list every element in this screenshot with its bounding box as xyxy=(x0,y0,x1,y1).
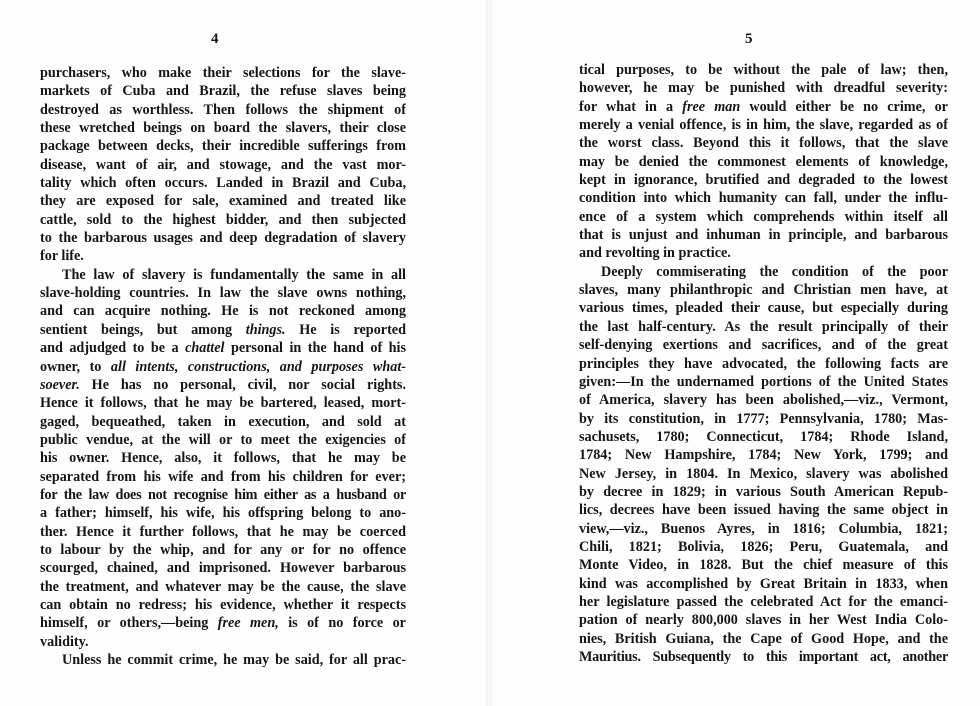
line-text: to the barbarous usages and deep degradation of slavery xyxy=(40,230,406,247)
text-line xyxy=(579,153,948,171)
text-line xyxy=(40,504,406,522)
text-line xyxy=(40,137,406,155)
text-line xyxy=(579,520,948,538)
text-line xyxy=(579,226,948,244)
line-text: of America, slavery has been abolished,—viz., Vermont, xyxy=(579,392,948,409)
line-text: public vendue, at the will or to meet the exigencies of xyxy=(40,431,406,448)
text-line xyxy=(40,266,406,284)
line-text: can obtain no redress; his evidence, whether it respects xyxy=(40,596,406,613)
line-text: Deeply commiserating the condition of the poor xyxy=(601,263,948,280)
line-text: New Jersey, in 1804. In Mexico, slavery was abolished xyxy=(579,465,948,482)
left-page xyxy=(0,0,486,706)
text-line xyxy=(40,413,406,431)
line-text: self-denying exertions and sacrifices, and of the great xyxy=(579,337,948,354)
text-line xyxy=(579,465,948,483)
line-text: ence of a system which comprehends within itself all xyxy=(579,208,948,225)
text-line xyxy=(40,247,406,265)
line-text: for the law does not recognise him either as a husband or xyxy=(40,486,406,503)
line-text: sentient beings, but among xyxy=(40,321,246,338)
text-line xyxy=(579,134,948,152)
text-line xyxy=(579,428,948,446)
line-text: Unless he commit crime, he may be said, for all prac- xyxy=(62,652,406,668)
line-text: by decree in 1829; in various South American Repub- xyxy=(579,483,948,500)
text-line xyxy=(40,651,406,669)
text-line xyxy=(40,156,406,174)
text-line xyxy=(40,596,406,614)
text-line xyxy=(579,648,948,666)
line-text: to labour by the whip, and for any or for no offence xyxy=(40,541,406,558)
line-text: gaged, bequeathed, taken in execution, and sold at xyxy=(40,413,406,430)
page-number-left: 4 xyxy=(211,31,219,47)
text-line xyxy=(579,79,948,97)
line-text: himself, or others,—being xyxy=(40,615,218,632)
text-line xyxy=(579,336,948,354)
text-line xyxy=(40,614,406,632)
line-text: validity. xyxy=(40,633,89,650)
text-line xyxy=(579,318,948,336)
italic-phrase: things. xyxy=(245,321,286,338)
line-text: is of no force or xyxy=(278,615,406,632)
line-text: pation of nearly 800,000 slaves in her West India Colo- xyxy=(579,612,948,629)
line-text: the last half-century. As the result principally of their xyxy=(579,318,948,335)
text-line xyxy=(40,339,406,357)
line-text: purchasers, who make their selections for the slave- xyxy=(40,65,406,81)
line-text: personal in the hand of his xyxy=(224,340,406,357)
left-page-text xyxy=(40,64,406,669)
line-text: given:—In the undernamed portions of the United States xyxy=(579,373,948,390)
text-line xyxy=(579,116,948,134)
text-line xyxy=(40,358,406,376)
line-text: kept in ignorance, brutified and degraded to the lowest xyxy=(579,172,948,189)
line-text: disease, want of air, and stowage, and the vast mor- xyxy=(40,156,406,173)
italic-phrase: free man xyxy=(682,98,741,115)
text-line xyxy=(40,486,406,504)
text-line xyxy=(579,611,948,629)
line-text: his owner. Hence, also, it follows, that he may be xyxy=(40,450,406,467)
text-line xyxy=(40,523,406,541)
text-line xyxy=(579,299,948,317)
line-text: sachusets, 1780; Connecticut, 1784; Rhode Island, xyxy=(579,428,948,445)
text-line xyxy=(579,630,948,648)
text-line xyxy=(40,468,406,486)
line-text: kind was accomplished by Great Britain in 1833, when xyxy=(579,575,948,592)
text-line xyxy=(40,64,406,82)
text-line xyxy=(40,302,406,320)
line-text: separated from his wife and from his children for ever; xyxy=(40,468,406,485)
line-text: cattle, sold to the highest bidder, and then subjected xyxy=(40,211,406,228)
text-line xyxy=(579,355,948,373)
text-line xyxy=(40,211,406,229)
italic-phrase: soever. xyxy=(40,376,80,393)
line-text: markets of Cuba and Brazil, the refuse slaves being xyxy=(40,83,406,100)
text-line xyxy=(579,61,948,79)
line-text: owner, to xyxy=(40,358,111,375)
line-text: and adjudged to be a xyxy=(40,340,186,357)
text-line xyxy=(579,171,948,189)
line-text: however, he may be punished with dreadful severity: xyxy=(579,80,948,97)
text-line xyxy=(40,119,406,137)
line-text: He is reported xyxy=(285,321,406,338)
text-line xyxy=(579,189,948,207)
text-line xyxy=(579,446,948,464)
line-text: merely a venial offence, is in him, the slave, regarded as of xyxy=(579,117,948,134)
text-line xyxy=(40,541,406,559)
text-line xyxy=(579,410,948,428)
right-page-text xyxy=(579,61,948,666)
line-text: Chili, 1821; Bolivia, 1826; Peru, Guatemala, and xyxy=(579,538,948,555)
line-text: may be denied the commonest elements of knowledge, xyxy=(579,153,948,170)
line-text: the worst class. Beyond this it follows, that the slave xyxy=(579,135,948,152)
text-line xyxy=(579,556,948,574)
line-text: condition into which humanity can fall, under the influ- xyxy=(579,190,948,207)
line-text: He has no personal, civil, nor social rights. xyxy=(79,376,406,393)
line-text: tality which often occurs. Landed in Brazil and Cuba, xyxy=(40,175,406,192)
line-text: her legislature passed the celebrated Act for the emanci- xyxy=(579,593,948,610)
line-text: package between decks, their incredible sufferings from xyxy=(40,138,406,155)
text-line xyxy=(579,593,948,611)
line-text: would either be no crime, or xyxy=(740,98,948,115)
line-text: and revolting in practice. xyxy=(579,245,731,262)
line-text: that is unjust and inhuman in principle, and barbarous xyxy=(579,227,948,244)
text-line xyxy=(40,578,406,596)
text-line xyxy=(579,98,948,116)
text-line xyxy=(40,101,406,119)
line-text: Monte Video, in 1828. But the chief measure of this xyxy=(579,557,948,574)
line-text: they are exposed for sale, examined and treated like xyxy=(40,193,406,210)
line-text: Hence it follows, that he may be bartered, leased, mort- xyxy=(40,395,406,412)
line-text: the treatment, and whatever may be the cause, the slave xyxy=(40,578,406,595)
line-text: for what in a xyxy=(579,98,683,115)
text-line xyxy=(579,263,948,281)
line-text: Mauritius. Subsequently to this important act, another xyxy=(579,649,948,665)
line-text: slave-holding countries. In law the slave owns nothing, xyxy=(40,285,406,302)
text-line xyxy=(579,373,948,391)
line-text: The law of slavery is fundamentally the same in all xyxy=(62,266,406,283)
line-text: destroyed as worthless. Then follows the shipment of xyxy=(40,101,406,118)
text-line xyxy=(40,449,406,467)
line-text: lics, decrees have been issued having the same object in xyxy=(579,502,948,519)
text-line xyxy=(579,391,948,409)
text-line xyxy=(40,192,406,210)
text-line xyxy=(579,244,948,262)
text-line xyxy=(40,82,406,100)
line-text: ther. Hence it further follows, that he may be coerced xyxy=(40,523,406,540)
right-page xyxy=(492,0,980,706)
text-line xyxy=(40,284,406,302)
text-line xyxy=(40,394,406,412)
line-text: view,—viz., Buenos Ayres, in 1816; Columbia, 1821; xyxy=(579,520,948,537)
text-line xyxy=(40,633,406,651)
line-text: 1784; New Hampshire, 1784; New York, 1799; and xyxy=(579,447,948,464)
italic-phrase: free men, xyxy=(217,615,279,632)
line-text: and can acquire nothing. He is not reckoned among xyxy=(40,303,406,320)
text-line xyxy=(579,575,948,593)
line-text: a father; himself, his wife, his offspring belong to ano- xyxy=(40,505,406,522)
italic-phrase: chattel xyxy=(185,340,225,357)
line-text: scourged, chained, and imprisoned. However barbarous xyxy=(40,560,406,577)
line-text: by its constitution, in 1777; Pennsylvania, 1780; Mas- xyxy=(579,410,948,427)
text-line xyxy=(40,559,406,577)
text-line xyxy=(579,538,948,556)
text-line xyxy=(40,431,406,449)
text-line xyxy=(40,321,406,339)
text-line xyxy=(40,376,406,394)
text-line xyxy=(579,501,948,519)
text-line xyxy=(40,174,406,192)
italic-phrase: all intents, constructions, and purposes what- xyxy=(110,358,406,375)
text-line xyxy=(579,208,948,226)
line-text: various times, pleaded their cause, but especially during xyxy=(579,300,948,317)
text-line xyxy=(579,281,948,299)
page-number-right: 5 xyxy=(745,31,753,47)
line-text: these wretched beings on board the slavers, their close xyxy=(40,120,406,137)
line-text: tical purposes, to be without the pale of law; then, xyxy=(579,62,948,78)
line-text: principles they have advocated, the following facts are xyxy=(579,355,948,372)
text-line xyxy=(579,483,948,501)
line-text: for life. xyxy=(40,248,84,265)
text-line xyxy=(40,229,406,247)
line-text: slaves, many philanthropic and Christian men have, at xyxy=(579,282,948,299)
line-text: nies, British Guiana, the Cape of Good Hope, and the xyxy=(579,630,948,647)
